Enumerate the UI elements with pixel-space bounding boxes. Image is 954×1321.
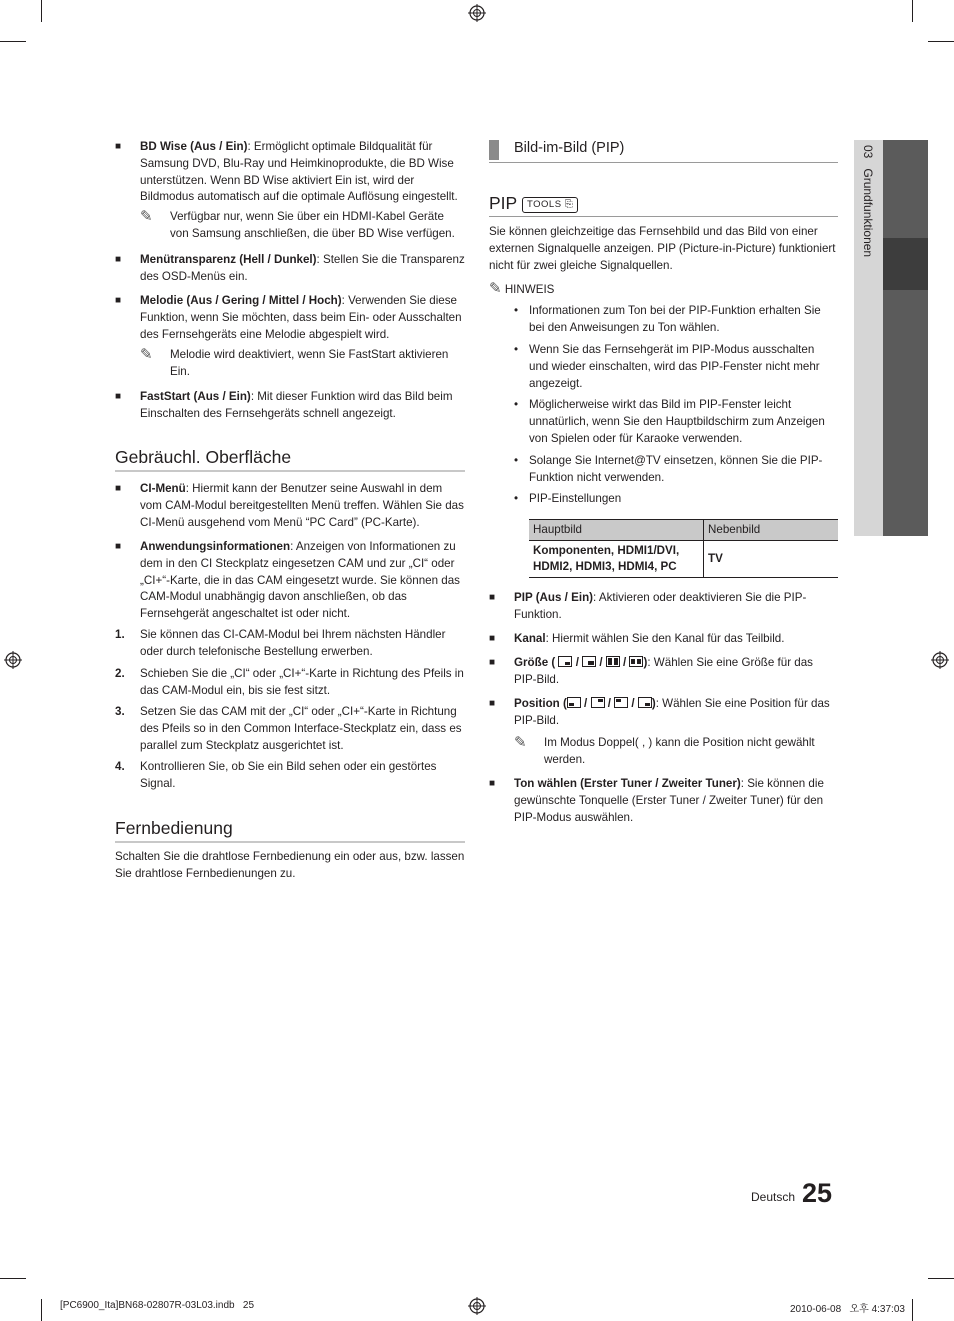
note-pencil-icon: ✎ [489,280,502,297]
bullet-dot-icon: • [514,454,519,467]
list-item: ■ Position ( / / / ): Wählen Sie eine Position für das PIP-Bild. [489,697,830,727]
step-text: Kontrollieren Sie, ob Sie ein Bild sehen oder ein gestörtes Signal. [140,760,437,790]
item-text: : Hiermit kann der Benutzer seine Auswahl in dem vom CAM-Modul bereitgestellten Menü treffen. Wählen Sie das CI-Menü ausgehend vom Menü “PC Card” (PC-Karte). [140,482,464,529]
note [140,347,465,383]
crop-mark [41,1299,42,1321]
list-item [115,389,465,425]
square-bullet-icon: ■ [489,778,496,789]
square-bullet-icon: ■ [115,254,122,265]
square-bullet-icon: ■ [489,698,496,709]
item-text: : Verwenden Sie diese Funktion, wenn Sie möchten, dass beim Ein- oder Ausschalten des Fernsehgeräts eine Melodie abgespielt wird. [140,294,462,341]
list-item [489,631,838,649]
bullet-dot-icon: • [514,398,519,411]
step-text: Schieben Sie die „CI“ oder „CI+“-Karte in Richtung des Pfeils in das CAM-Modul ein, bis sie fest sitzt. [140,667,464,697]
hint-text: Wenn Sie das Fernsehgerät im PIP-Modus ausschalten und wieder einschalten, wird das PIP-Fenster nicht mehr angezeigt. [529,343,820,390]
list-item [489,590,838,626]
tools-label: TOOLS [527,199,562,210]
item-text: : Anzeigen von Informationen zu dem in den CI Steckplatz eingesetzen CAM und zur „CI“ oder „CI+“-Karte, die in das CAM eingesetzt wurde. Sie können das CAM-Modul unabhängig davon anschließen, ob das Fernsehgerät angeschaltet ist oder nicht. [140,540,460,621]
registration-mark-icon [4,651,22,669]
item-text: : Wählen Sie eine Größe für das PIP-Bild. [514,656,813,686]
crop-mark [0,41,26,42]
step-item [115,704,465,756]
chapter-label [861,145,875,257]
item-text: : Sie können die gewünschte Tonquelle (Erster Tuner / Zweiter Tuner) für den PIP-Modus auswählen. [514,777,824,824]
item-text: : Wählen Sie eine Position für das PIP-Bild. [514,697,830,727]
table-header-cell: Nebenbild [704,520,839,541]
hint-text: Solange Sie Internet@TV einsetzen, können Sie die PIP-Funktion nicht verwenden. [529,454,823,484]
note-text: Im Modus Doppel( , ) kann die Position nicht gewählt werden. [544,736,815,766]
pip-intro: Sie können gleichzeitige das Fernsehbild und das Bild von einer externen Signalquelle anzeigen. PIP (Picture-in-Picture) funktioniert nicht für zwei gleiche Signalquellen. [489,225,836,272]
item-text: : Hiermit wählen Sie den Kanal für das Teilbild. [545,632,785,645]
square-bullet-icon: ■ [115,483,122,494]
item-title: Melodie (Aus / Gering / Mittel / Hoch) [140,294,342,307]
slug-file: [PC6900_Ita]BN68-02807R-03L03.indb 25 [60,1300,255,1311]
table-row [529,541,838,578]
chapter-tab-marker [883,238,928,290]
heading-rule [115,841,465,843]
registration-mark-icon [468,1297,486,1315]
hint-text: Informationen zum Ton bei der PIP-Funktion erhalten Sie bei den Anweisungen zu Ton wählen. [529,304,821,334]
heading-rule [115,470,465,472]
square-bullet-icon: ■ [489,633,496,644]
step-text: Setzen Sie das CAM mit der „CI“ oder „CI+“-Karte in Richtung des Pfeils so in den Common Interface-Steckplatz ein, dass es parallel zum Steckplatz ausgerichtet ist. [140,705,462,752]
pip-table [529,519,838,578]
square-bullet-icon: ■ [489,592,496,603]
step-number: 4. [115,760,125,773]
registration-mark-icon [931,651,949,669]
hint-item [514,491,834,509]
hint-item [514,453,834,489]
step-item [115,666,465,702]
hint-text: PIP-Einstellungen [529,492,622,505]
chapter-tab-dark [883,140,928,536]
item-title: Anwendungsinformationen [140,540,291,553]
bullet-dot-icon: • [514,343,519,356]
pip-double-wide-icon [629,656,643,667]
table-header-row [529,520,838,541]
item-text: : Stellen Sie die Transparenz des OSD-Menüs ein. [140,253,465,283]
table-cell: Komponenten, HDMI1/DVI, HDMI2, HDMI3, HDMI4, PC [529,541,704,578]
item-title: Position [514,697,560,710]
hinweis-label: HINWEIS [504,283,555,296]
crop-mark [0,1278,26,1279]
item-text: : Aktivieren oder deaktivieren Sie die PIP-Funktion. [514,591,807,621]
step-number: 1. [115,628,125,641]
item-title: Größe [514,656,549,669]
pip-double-split-icon [606,656,620,667]
hint-item [514,342,834,394]
note-pencil-icon: ✎ [140,208,153,225]
note-pencil-icon: ✎ [514,734,527,751]
section-marker [489,140,499,160]
table-header-cell: Hauptbild [529,520,704,541]
note [514,735,838,771]
pip-size-small-icon [558,656,572,667]
crop-mark [41,0,42,22]
tools-badge [522,197,578,213]
pip-heading: PIP [489,193,518,213]
step-number: 3. [115,705,125,718]
item-title: Kanal [514,632,546,645]
pip-size-large-icon [582,656,596,667]
section-heading: Fernbedienung [115,818,233,838]
note-text: Verfügbar nur, wenn Sie über ein HDMI-Kabel Geräte von Samsung anschließen, die über BD Wise verfügen. [170,210,455,240]
note-text: Melodie wird deaktiviert, wenn Sie FastStart aktivieren Ein. [170,348,449,378]
list-item [115,293,465,345]
square-bullet-icon: ■ [115,541,122,552]
item-text: : Mit dieser Funktion wird das Bild beim Einschalten des Fernsehgeräts schnell angezeigt. [140,390,453,420]
section-heading: Gebräuchl. Oberfläche [115,447,292,467]
item-title: Menütransparenz (Hell / Dunkel) [140,253,317,266]
list-item [115,252,465,288]
step-item [115,759,465,795]
hinweis-row [489,281,838,299]
square-bullet-icon: ■ [489,657,496,668]
pip-position-bottom-left-icon [567,697,581,708]
note-pencil-icon: ✎ [140,346,153,363]
registration-mark-icon [468,4,486,22]
item-title: FastStart (Aus / Ein) [140,390,251,403]
crop-mark [928,1278,954,1279]
fernbedienung-text: Schalten Sie die drahtlose Fernbedienung ein oder aus, bzw. lassen Sie drahtlose Fernbedienungen zu. [115,850,465,880]
square-bullet-icon: ■ [115,391,122,402]
item-title: PIP (Aus / Ein) [514,591,594,604]
section-title: Bild-im-Bild (PIP) [514,140,625,156]
list-item [115,139,465,209]
chapter-name: Grundfunktionen [861,168,875,258]
item-title: BD Wise (Aus / Ein) [140,140,248,153]
bullet-dot-icon: • [514,304,519,317]
chapter-number: 03 [861,145,875,159]
pip-rule [489,216,838,217]
step-number: 2. [115,667,125,680]
crop-mark [912,0,913,22]
crop-mark [928,41,954,42]
list-item [115,539,465,621]
square-bullet-icon: ■ [115,141,122,152]
tools-icon: ⎘ [561,199,574,210]
list-item: ■ Größe ( / / / ): Wählen Sie eine Größe für das PIP-Bild. [489,656,813,686]
slug-date: 2010-06-08 오후 4:37:03 [790,1304,905,1315]
pip-position-top-left-icon [614,697,628,708]
section-rule [489,162,838,163]
note [140,209,465,245]
step-item [115,627,465,663]
item-title: CI-Menü [140,482,186,495]
hint-text: Möglicherweise wirkt das Bild im PIP-Fenster leicht unnatürlich, wenn Sie den Hauptbildschirm zum Anzeigen von Spielen oder für Karaoke verwenden. [529,398,825,445]
item-title: Ton wählen (Erster Tuner / Zweiter Tuner) [514,777,741,790]
list-item [489,776,838,828]
pip-position-bottom-right-icon [638,697,652,708]
list-item [115,481,465,533]
step-text: Sie können das CI-CAM-Modul bei Ihrem nächsten Händler oder durch telefonische Bestellung erwerben. [140,628,446,658]
square-bullet-icon: ■ [115,295,122,306]
pip-position-top-right-icon [591,697,605,708]
hint-item [514,303,834,339]
footer-language: Deutsch [751,1190,796,1204]
page-number: 25 [802,1178,833,1208]
item-text: : Ermöglicht optimale Bildqualität für Samsung DVD, Blu-Ray und Heimkinoprodukte, die BD Wise unterstützen. Wenn BD Wise aktiviert Ein ist, wird der Bildmodus automatisch auf die optimale Auflösung eingestellt. [140,140,458,204]
crop-mark [912,1299,913,1321]
hint-item [514,397,834,449]
table-cell: TV [704,541,839,578]
bullet-dot-icon: • [514,492,519,505]
